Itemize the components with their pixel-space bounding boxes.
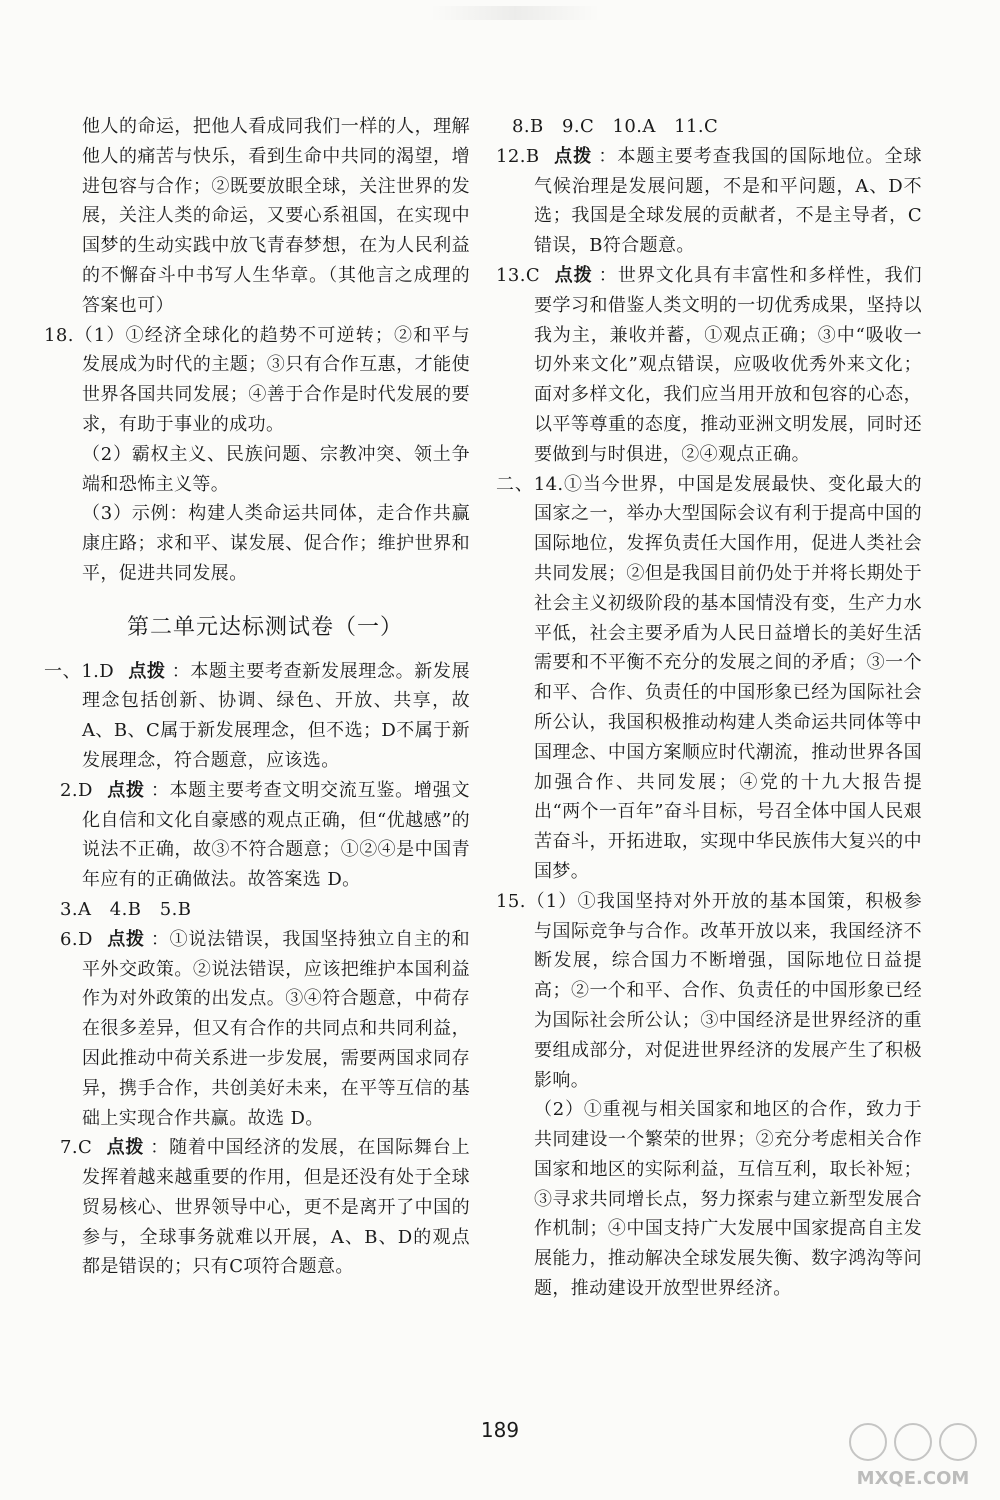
q1-tip-label: 点拨 (128, 660, 166, 682)
watermark-text: MXQE.COM (856, 1468, 970, 1489)
q13-number: 13.C (496, 264, 540, 286)
q2-tip-label: 点拨 (106, 779, 145, 801)
left-column (44, 112, 470, 1282)
answer-q7 (60, 1133, 470, 1282)
right-column (496, 112, 922, 1304)
q18-part2: （2）霸权主义、民族问题、宗教冲突、领土争端和恐怖主义等。 (82, 443, 470, 495)
q12-explanation: ：本题主要考查我国的国际地位。全球气候治理是发展问题，不是和平问题，A、D不选；我国是全球发展的贡献者，不是主导者，C错误，B符合题意。 (534, 145, 922, 257)
answer-q2 (60, 776, 470, 895)
answer-q15-part2: （2）①重视与相关国家和地区的合作，致力于共同建设一个繁荣的世界；②充分考虑相关合作国家和地区的实际利益，互信互利，取长补短；③寻求共同增长点，努力探索与建立新型发展合作机制；④中国支持广大发展中国家提高自主发展能力，推动解决全球发展失衡、数字鸿沟等问题，推动建设开放型世界经济。 (534, 1099, 922, 1300)
q13-explanation: ：世界文化具有丰富性和多样性，我们要学习和借鉴人类文明的一切优秀成果，坚持以我为主，兼收并蓄，①观点正确；③中“吸收一切外来文化”观点错误，应吸收优秀外来文化；面对多样文化，我们应当用开放和包容的心态，以平等尊重的态度，推动亚洲文明发展，同时还要做到与时俱进，②④观点正确。 (534, 264, 922, 465)
q6-explanation: ：①说法错误，我国坚持独立自主的和平外交政策。②说法错误，应该把维护本国利益作为对外政策的出发点。③④符合题意，中荷存在很多差异，但又有合作的共同点和共同利益，因此推动中荷关系进一步发展，需要两国求同存异，携手合作，共创美好未来，在平等互信的基础上实现合作共赢。故选 D。 (82, 928, 470, 1129)
q7-tip-label: 点拨 (106, 1137, 145, 1159)
q2-explanation: ：本题主要考查文明交流互鉴。增强文化自信和文化自豪感的观点正确，但“优越感”的说法不正确，故③不符合题意；①②④是中国青年应有的正确做法。故答案选 D。 (82, 779, 470, 891)
answer-q1 (44, 657, 470, 776)
scan-smudge (430, 6, 600, 20)
q12-tip-label: 点拨 (553, 145, 593, 167)
q18-part1: 18.（1）①经济全球化的趋势不可逆转；②和平与发展成为时代的主题；③只有合作互惠，才能使世界各国共同发展；④善于合作是时代发展的要求，有助于事业的成功。 (44, 324, 470, 435)
q6-number: 6.D (60, 928, 93, 950)
page-number: 189 (480, 1418, 520, 1442)
answer-q14: 二、14.①当今世界，中国是发展最快、变化最大的国家之一，举办大型国际会议有利于提高中国的国际地位，发挥负责任大国作用，促进人类社会共同发展；②但是我国目前仍处于并将长期处于社会主义初级阶段的基本国情没有变，生产力水平低，社会主要矛盾为人民日益增长的美好生活需要和不平衡不充分的发展之间的矛盾；③一个和平、合作、负责任的中国形象已经为国际社会所公认，我国积极推动构建人类命运共同体等中国理念、中国方案顺应时代潮流，推动世界各国加强合作、共同发展；④党的十九大报告提出“两个一百年”奋斗目标，号召全体中国人民艰苦奋斗，开拓进取，实现中华民族伟大复兴的中国梦。 (496, 473, 922, 882)
q17-continuation: 他人的命运，把他人看成同我们一样的人，理解他人的痛苦与快乐，看到生命中共同的渴望，增进包容与合作；②既要放眼全球，关注世界的发展，关注人类的命运，又要心系祖国，在实现中国梦的生动实践中放飞青春梦想，在为人民利益的不懈奋斗中书写人生华章。（其他言之成理的答案也可） (82, 116, 470, 316)
q13-tip-label: 点拨 (554, 264, 593, 286)
answers-q3-5: 3.A 4.B 5.B (60, 898, 192, 920)
answer-q6 (60, 925, 470, 1134)
watermark-logo (838, 1418, 988, 1490)
q2-number: 2.D (60, 779, 93, 801)
answers-q8-11: 8.B 9.C 10.A 11.C (512, 116, 719, 137)
section-heading: 第二单元达标测试卷（一） (126, 614, 403, 640)
q6-tip-label: 点拨 (106, 928, 145, 950)
q1-number: 一、1.D (44, 660, 115, 682)
answer-q12 (496, 142, 922, 261)
answer-q13 (496, 261, 922, 470)
q12-number: 12.B (496, 145, 540, 167)
q7-explanation: ：随着中国经济的发展，在国际舞台上发挥着越来越重要的作用，但是还没有处于全球贸易核心、世界领导中心，更不是离开了中国的参与，全球事务就难以开展，A、B、D的观点都是错误的；只有C项符合题意。 (82, 1137, 470, 1278)
q7-number: 7.C (60, 1137, 93, 1159)
q18-part3: （3）示例：构建人类命运共同体，走合作共赢康庄路；求和平、谋发展、促合作；维护世界和平，促进共同发展。 (82, 503, 470, 584)
answer-q15-part1: 15.（1）①我国坚持对外开放的基本国策，积极参与国际竞争与合作。改革开放以来，我国经济不断发展，综合国力不断增强，国际地位日益提高；②一个和平、合作、负责任的中国形象已经为国际社会所公认；③中国经济是世界经济的重要组成部分，对促进世界经济的发展产生了积极影响。 (496, 890, 922, 1091)
q1-explanation: ：本题主要考查新发展理念。新发展理念包括创新、协调、绿色、开放、共享，故A、B、C属于新发展理念，但不选；D不属于新发展理念，符合题意，应该选。 (82, 660, 470, 771)
